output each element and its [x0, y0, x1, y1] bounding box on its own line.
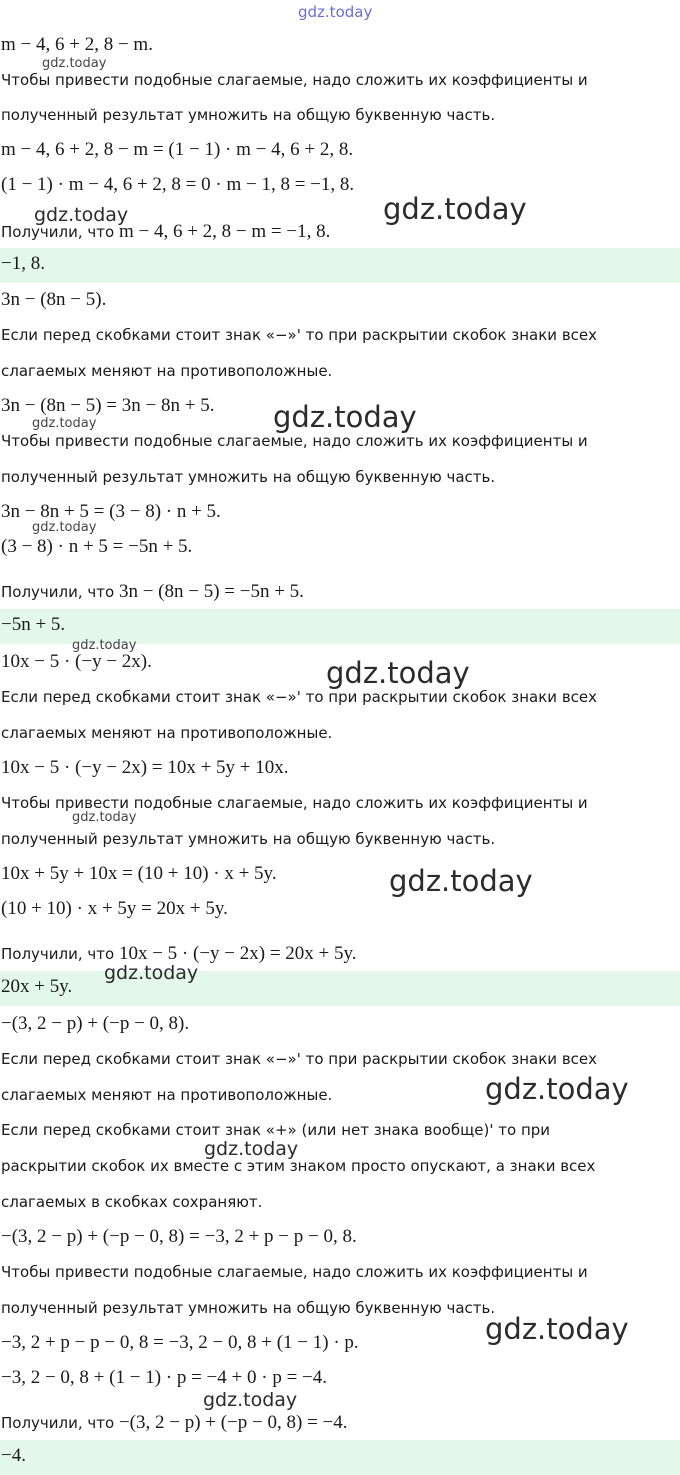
rule-text: полученный результат умножить на общую буквенную часть. [1, 830, 496, 848]
conclusion-label: Получили, что [1, 583, 119, 601]
conclusion-line [1, 581, 680, 603]
watermark: gdz.today [42, 56, 107, 71]
rule-text: Если перед скобками стоит знак «−»' то при раскрытии скобок знаки всех [1, 688, 598, 706]
conclusion-expression: m − 4, 6 + 2, 8 − m = −1, 8. [118, 221, 331, 242]
rule-text: Если перед скобками стоит знак «−»' то при раскрытии скобок знаки всех [1, 326, 598, 344]
rule-text: Чтобы привести подобные слагаемые, надо сложить их коэффициенты и [1, 432, 588, 450]
expression: m − 4, 6 + 2, 8 − m. [1, 34, 153, 55]
conclusion-line [1, 1412, 680, 1434]
watermark: gdz.today [104, 962, 199, 984]
watermark: gdz.today [273, 400, 417, 434]
conclusion-label: Получили, что [1, 945, 119, 963]
watermark: gdz.today [389, 864, 533, 898]
rule-text: слагаемых меняют на противоположные. [1, 362, 333, 380]
solution-step: 10x + 5y + 10x = (10 + 10) · x + 5y. [1, 863, 277, 884]
expression: −(3, 2 − p) + (−p − 0, 8). [1, 1013, 190, 1034]
answer: −1, 8. [1, 253, 45, 274]
rule-text: слагаемых меняют на противоположные. [1, 1086, 333, 1104]
watermark: gdz.today [203, 1389, 298, 1411]
rule-text: Если перед скобками стоит знак «−»' то при раскрытии скобок знаки всех [1, 1050, 598, 1068]
conclusion-expression: −(3, 2 − p) + (−p − 0, 8) = −4. [118, 1412, 348, 1433]
conclusion-expression: 3n − (8n − 5) = −5n + 5. [118, 581, 304, 602]
rule-text: Чтобы привести подобные слагаемые, надо сложить их коэффициенты и [1, 1263, 588, 1281]
expression: 10x − 5 · (−y − 2x). [1, 651, 152, 672]
solution-step: m − 4, 6 + 2, 8 − m = (1 − 1) · m − 4, 6 + 2, 8. [1, 139, 354, 160]
answer-bar [0, 1440, 680, 1475]
answer: −5n + 5. [1, 614, 66, 635]
rule-text: полученный результат умножить на общую буквенную часть. [1, 106, 496, 124]
solution-step: (1 − 1) · m − 4, 6 + 2, 8 = 0 · m − 1, 8 = −1, 8. [1, 174, 355, 195]
answer-bar [0, 971, 680, 1006]
watermark-top: gdz.today [298, 3, 373, 21]
solution-step: 10x − 5 · (−y − 2x) = 10x + 5y + 10x. [1, 757, 289, 778]
solution-step: −(3, 2 − p) + (−p − 0, 8) = −3, 2 + p − p − 0, 8. [1, 1226, 357, 1247]
rule-text: полученный результат умножить на общую буквенную часть. [1, 1299, 496, 1317]
rule-text: Чтобы привести подобные слагаемые, надо сложить их коэффициенты и [1, 794, 588, 812]
answer-bar [0, 248, 680, 283]
rule-text: слагаемых в скобках сохраняют. [1, 1193, 263, 1211]
answer: −4. [1, 1445, 26, 1466]
expression: 3n − (8n − 5). [1, 289, 107, 310]
solution-step: −3, 2 − 0, 8 + (1 − 1) · p = −4 + 0 · p = −4. [1, 1367, 327, 1388]
rule-text: Если перед скобками стоит знак «+» (или нет знака вообще)' то при [1, 1121, 551, 1139]
watermark: gdz.today [485, 1072, 629, 1106]
watermark: gdz.today [32, 520, 97, 535]
solution-step: 3n − 8n + 5 = (3 − 8) · n + 5. [1, 501, 221, 522]
conclusion-expression: 10x − 5 · (−y − 2x) = 20x + 5y. [118, 943, 357, 964]
watermark: gdz.today [72, 810, 137, 825]
watermark: gdz.today [326, 656, 470, 690]
conclusion-line [1, 943, 680, 965]
watermark: gdz.today [485, 1312, 629, 1346]
solution-step: (10 + 10) · x + 5y = 20x + 5y. [1, 898, 228, 919]
watermark: gdz.today [32, 416, 97, 431]
conclusion-label: Получили, что [1, 223, 119, 241]
solution-step: −3, 2 + p − p − 0, 8 = −3, 2 − 0, 8 + (1 − 1) · p. [1, 1332, 359, 1353]
solution-step: (3 − 8) · n + 5 = −5n + 5. [1, 536, 193, 557]
rule-text: Чтобы привести подобные слагаемые, надо сложить их коэффициенты и [1, 71, 588, 89]
rule-text: полученный результат умножить на общую буквенную часть. [1, 468, 496, 486]
answer: 20x + 5y. [1, 976, 73, 997]
watermark: gdz.today [72, 638, 137, 653]
watermark: gdz.today [34, 204, 129, 226]
rule-text: слагаемых меняют на противоположные. [1, 724, 333, 742]
rule-text: раскрытии скобок их вместе с этим знаком просто опускают, а знаки всех [1, 1157, 596, 1175]
watermark: gdz.today [204, 1138, 299, 1160]
solution-step: 3n − (8n − 5) = 3n − 8n + 5. [1, 395, 215, 416]
watermark: gdz.today [383, 192, 527, 226]
conclusion-label: Получили, что [1, 1414, 119, 1432]
